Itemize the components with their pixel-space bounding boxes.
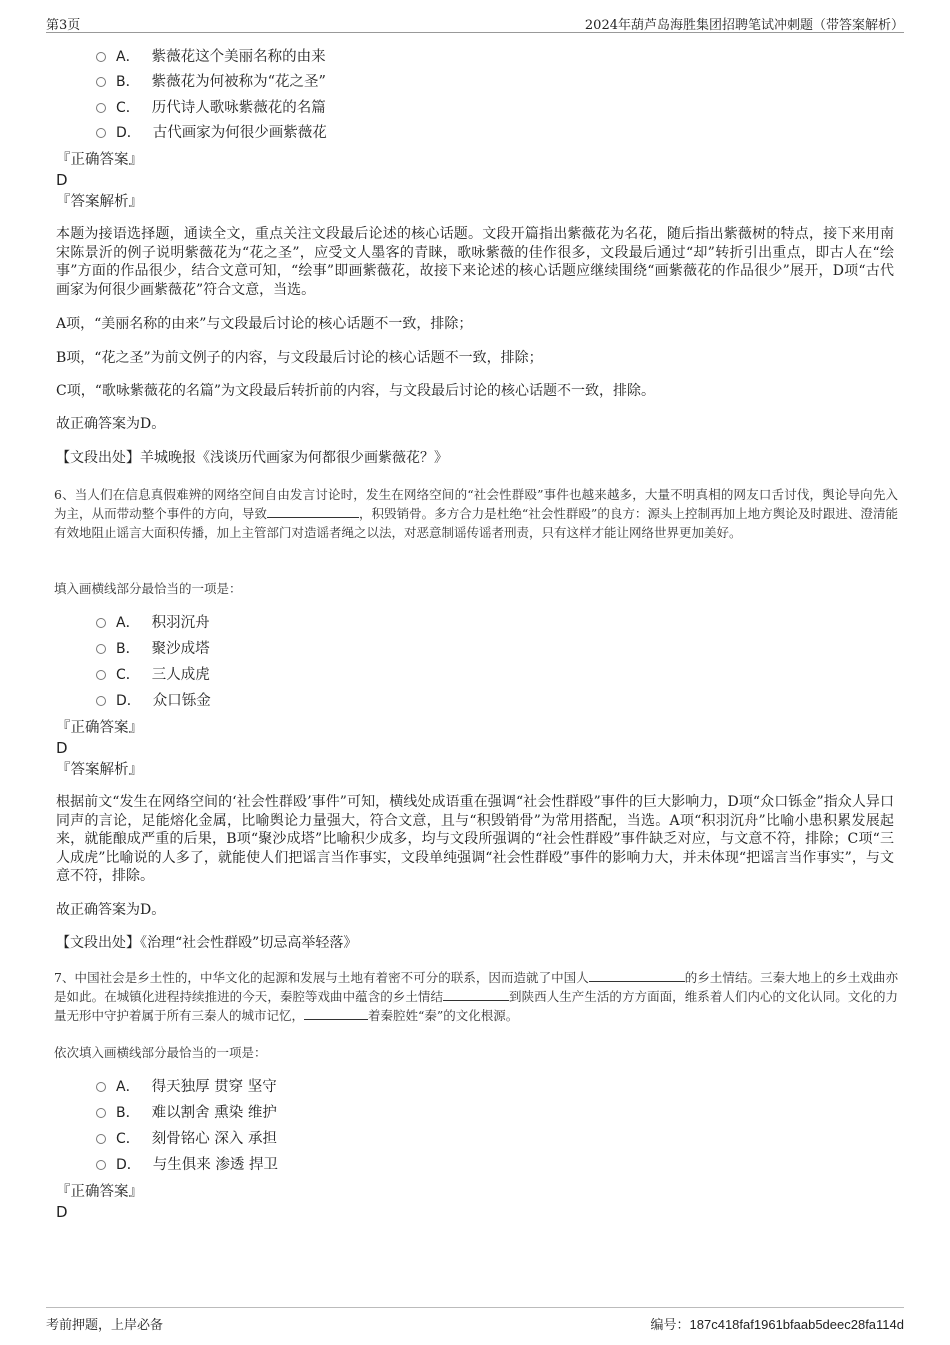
radio-icon[interactable] xyxy=(96,1108,106,1118)
q5-analysis-c: C项，“歌咏紫薇花的名篇”为文段最后转折前的内容，与文段最后讨论的核心话题不一致，排除。 xyxy=(56,383,656,399)
option-text: 众口铄金 xyxy=(152,693,211,709)
q6-prompt: 填入画横线部分最恰当的一项是： xyxy=(54,581,242,596)
q5-analysis-main: 本题为接语选择题，通读全文，重点关注文段最后论述的核心话题。文段开篇指出紫薇花为名花，随后指出紫薇树的特点，接下来用南宋陈景沂的例子说明紫薇花为“花之圣”，应受文人墨客的青睐，歌咏紫薇的佳作很多，文段最后通过“却”转折引出重点，即古人在“绘事”方面的作品很少，结合文意可知，“绘事”即画紫薇花，故接下来论述的核心话题应继续围绕“画紫薇花的作品很少”展开，D项“古代画家为何很少画紫薇花”符合文意，当选。 xyxy=(56,226,894,298)
q6-conclusion: 故正确答案为D。 xyxy=(56,902,166,918)
q6-option-a[interactable]: A． 积羽沉舟 xyxy=(96,613,210,633)
q7-option-b[interactable]: B． 难以割舍 熏染 维护 xyxy=(96,1103,277,1123)
radio-icon[interactable] xyxy=(96,618,106,628)
q6-answer-label: 『正确答案』 xyxy=(56,720,143,736)
q5-answer: D xyxy=(56,171,68,189)
q5-analysis-label: 『答案解析』 xyxy=(56,194,143,210)
q6-stem: 6、当人们在信息真假难辨的网络空间自由发言讨论时，发生在网络空间的“社会性群殴”事件也越来越多，大量不明真相的网友口舌讨伐，舆论导向先入为主，从而带动整个事件的方向，导致 ，积毁销骨。多方合力是杜绝“社会性群殴”的良方：源头上控制再加上地方舆论及时跟进、澄清能有效地阻止谣言大面积传播，加上主管部门对造谣者绳之以法，对恶意制谣传谣者刑责，只有这样才能让网络世界更加美好。 xyxy=(54,487,898,540)
radio-icon[interactable] xyxy=(96,1160,106,1170)
q5-option-c[interactable]: C． 历代诗人歌咏紫薇花的名篇 xyxy=(96,98,326,118)
radio-icon[interactable] xyxy=(96,77,106,87)
option-text: 历代诗人歌咏紫薇花的名篇 xyxy=(151,100,326,116)
page-number: 第3页 xyxy=(46,18,81,33)
option-text: 紫薇花这个美丽名称的由来 xyxy=(151,49,326,65)
radio-icon[interactable] xyxy=(96,696,106,706)
radio-icon[interactable] xyxy=(96,103,106,113)
radio-icon[interactable] xyxy=(96,52,106,62)
radio-icon[interactable] xyxy=(96,1082,106,1092)
q7-blank-3 xyxy=(304,1007,368,1020)
q6-answer: D xyxy=(56,739,68,757)
option-text: 三人成虎 xyxy=(151,667,210,683)
q6-blank xyxy=(267,505,359,518)
option-text: 聚沙成塔 xyxy=(151,641,210,657)
q5-option-d[interactable]: D． 古代画家为何很少画紫薇花 xyxy=(96,123,327,143)
option-text: 积羽沉舟 xyxy=(151,615,210,631)
option-text: 得天独厚 贯穿 坚守 xyxy=(151,1079,277,1095)
radio-icon[interactable] xyxy=(96,670,106,680)
option-text: 古代画家为何很少画紫薇花 xyxy=(152,125,327,141)
q6-source: 【文段出处】《治理“社会性群殴”切忌高举轻落》 xyxy=(56,935,358,951)
q7-option-d[interactable]: D． 与生俱来 渗透 捍卫 xyxy=(96,1155,278,1175)
q6-option-b[interactable]: B． 聚沙成塔 xyxy=(96,639,210,659)
q6-option-d[interactable]: D． 众口铄金 xyxy=(96,691,211,711)
q7-option-c[interactable]: C． 刻骨铭心 深入 承担 xyxy=(96,1129,277,1149)
option-text: 难以割舍 熏染 维护 xyxy=(151,1105,277,1121)
q7-blank-2 xyxy=(443,988,509,1001)
q7-option-a[interactable]: A． 得天独厚 贯穿 坚守 xyxy=(96,1077,277,1097)
option-text: 与生俱来 渗透 捍卫 xyxy=(152,1157,278,1173)
option-text: 刻骨铭心 深入 承担 xyxy=(151,1131,277,1147)
q5-analysis-b: B项，“花之圣”为前文例子的内容，与文段最后讨论的核心话题不一致，排除； xyxy=(56,350,543,366)
q6-option-c[interactable]: C． 三人成虎 xyxy=(96,665,210,685)
q5-option-a[interactable]: A． 紫薇花这个美丽名称的由来 xyxy=(96,47,326,67)
q6-analysis-label: 『答案解析』 xyxy=(56,762,143,778)
option-text: 紫薇花为何被称为“花之圣” xyxy=(151,74,326,90)
q5-source: 【文段出处】羊城晚报《浅谈历代画家为何都很少画紫薇花？》 xyxy=(56,450,448,466)
q7-prompt: 依次填入画横线部分最恰当的一项是： xyxy=(54,1045,267,1060)
radio-icon[interactable] xyxy=(96,1134,106,1144)
q5-analysis-a: A项，“美丽名称的由来”与文段最后讨论的核心话题不一致，排除； xyxy=(56,316,473,332)
page-footer xyxy=(46,1307,904,1338)
q7-blank-1 xyxy=(589,969,685,982)
q6-analysis-main: 根据前文“发生在网络空间的‘社会性群殴’事件”可知，横线处成语重在强调“社会性群殴”事件的巨大影响力，D项“众口铄金”指众人异口同声的言论，足能熔化金属，比喻舆论力量强大，符合文意，且与“积毁销骨”为常用搭配，当选。A项“积羽沉舟”比喻小患积累发展起来，就能酿成严重的后果，B项“聚沙成塔”比喻积少成多，均与文段所强调的“社会性群殴”事件缺乏对应，与文意不符，排除；C项“三人成虎”比喻说的人多了，就能使人们把谣言当作事实，文段单纯强调“社会性群殴”事件的影响力大，并未体现“把谣言当作事实”，与文意不符，排除。 xyxy=(56,794,894,884)
q5-conclusion: 故正确答案为D。 xyxy=(56,416,166,432)
footer-slogan: 考前押题，上岸必备 xyxy=(46,1318,164,1333)
q5-option-b[interactable]: B． 紫薇花为何被称为“花之圣” xyxy=(96,72,326,92)
q7-answer: D xyxy=(56,1203,68,1221)
page-header xyxy=(46,14,904,33)
radio-icon[interactable] xyxy=(96,644,106,654)
document-code: 编号：187c418faf1961bfaab5deec28fa114d xyxy=(650,1317,904,1332)
document-title: 2024年葫芦岛海胜集团招聘笔试冲刺题（带答案解析） xyxy=(584,18,904,33)
q7-stem: 7、中国社会是乡土性的，中华文化的起源和发展与土地有着密不可分的联系，因而造就了中国人 的乡土情结。三秦大地上的乡土戏曲亦是如此。在城镇化进程持续推进的今天，秦腔等戏曲中蕴含的乡土情结 到陕西人生产生活的方方面面，维系着人们内心的文化认同。文化的力量无形中守护着属于所有三秦人的城市记忆， 着秦腔姓“秦”的文化根源。 xyxy=(54,970,898,1023)
radio-icon[interactable] xyxy=(96,128,106,138)
q7-answer-label: 『正确答案』 xyxy=(56,1184,143,1200)
q5-answer-label: 『正确答案』 xyxy=(56,152,143,168)
